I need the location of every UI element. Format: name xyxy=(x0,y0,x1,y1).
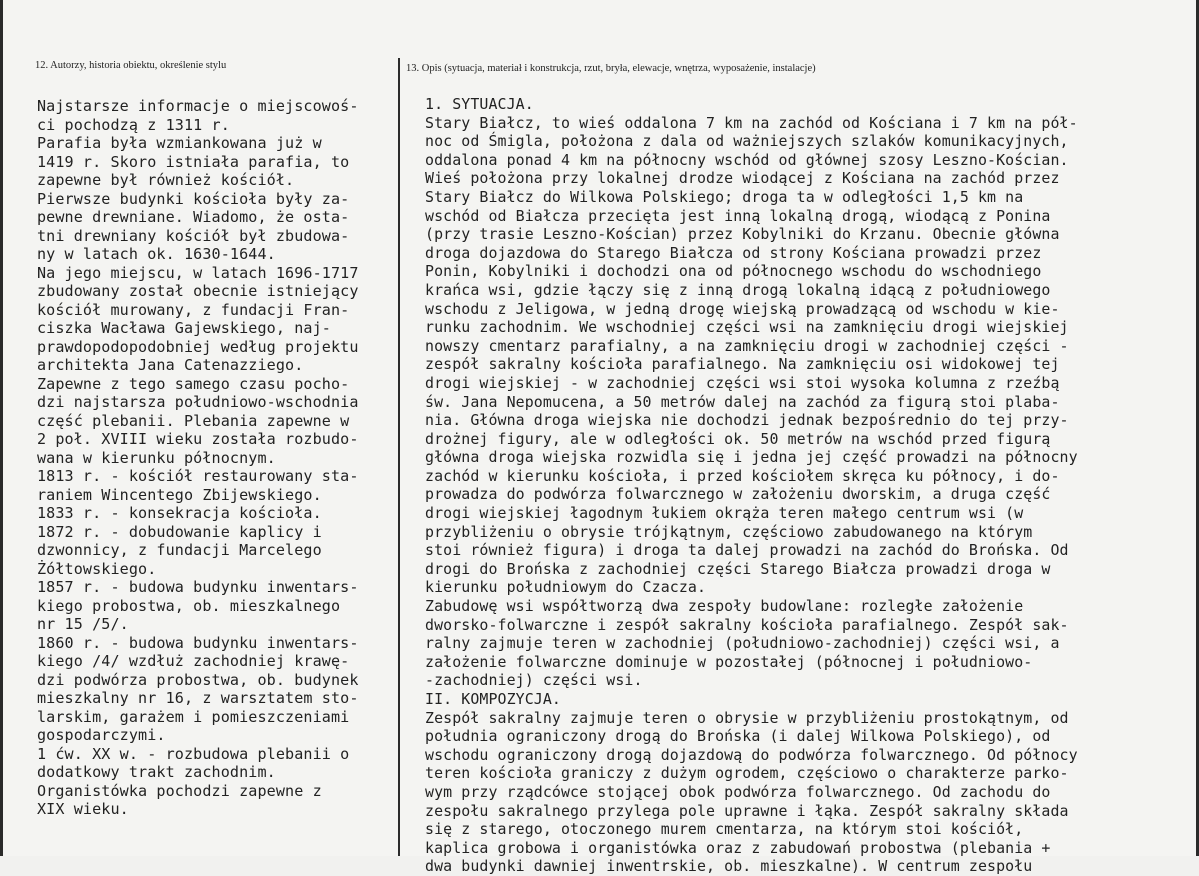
history-text-line: dzi najstarsza południowo-wschodnia xyxy=(37,393,359,411)
description-text-line: zachód w kierunku kościoła, i przed kościołem skręca ku północy, i do- xyxy=(425,466,1060,485)
description-text-line: krańca wsi, gdzie łączy się z inną drogą lokalną idącą z południowego xyxy=(425,280,1051,299)
history-text-line: larskim, garażem i pomieszczeniami xyxy=(37,707,350,726)
description-text-line: noc od Śmigla, położona z dala od ważniejszych szlaków komunikacyjnych, xyxy=(425,132,1069,151)
description-text-line: drogi wiejskiej łagodnym łukiem okrąża teren małego centrum wsi (w xyxy=(425,504,1024,523)
history-text-line: Pierwsze budynki kościoła były za- xyxy=(37,189,350,208)
description-text-line: II. KOMPOZYCJA. xyxy=(425,690,561,708)
history-text-line: nr 15 /5/. xyxy=(37,615,129,633)
description-text-line: Stary Białcz, to wieś oddalona 7 km na zachód od Kościana i 7 km na pół- xyxy=(425,113,1078,132)
description-text-line: prowadza do podwórza folwarcznego w założeniu dworskim, a druga część xyxy=(425,485,1051,504)
description-text-line: ralny zajmuje teren w zachodniej (południowo-zachodniej) części wsi, a xyxy=(425,634,1060,653)
history-text-line: 1419 r. Skoro istniała parafia, to xyxy=(37,152,350,171)
history-text-line: wana w kierunku północnym. xyxy=(37,448,276,467)
description-text-line: Ponin, Kobylniki i dochodzi ona od północnego wschodu do wschodniego xyxy=(425,262,1042,281)
description-text-line: -zachodniej) części wsi. xyxy=(425,671,643,690)
description-text-line: główna droga wiejska rozwidla się i jedna jej część prowadzi na północny xyxy=(425,448,1078,467)
description-text-line: zespołu sakralnego przylega pole uprawne i łąka. Zespół sakralny składa xyxy=(425,801,1069,820)
description-text-line: wschodu z Jeligowa, w jedną drogę wiejską prowadzącą od wschodu w kie- xyxy=(425,299,1060,318)
description-text-line: wschodu ograniczony drogą dojazdową do podwórza folwarcznego. Od północy xyxy=(425,745,1078,764)
description-text-line: wschód od Białcza przecięta jest inną lokalną drogą, wiodącą z Ponina xyxy=(425,206,1051,225)
description-text-line: (przy trasie Leszno-Kościan) przez Kobylniki do Krzanu. Obecnie główna xyxy=(425,225,1060,244)
history-text-line: architekta Jana Catenazziego. xyxy=(37,356,304,374)
description-text-line: drożnej figury, ale w odległości ok. 50 metrów na wschód przed figurą xyxy=(425,429,1051,448)
history-text-line: 1813 r. - kościół restaurowany sta- xyxy=(37,467,359,485)
description-text-line: przybliżeniu o obrysie trójkątnym, częściowo zabudowanego na którym xyxy=(425,522,1033,541)
history-text-line: 1 ćw. XX w. - rozbudowa plebanii o xyxy=(37,744,350,763)
history-text-line: 1872 r. - dobudowanie kaplicy i xyxy=(37,522,322,541)
description-text-line: Stary Białcz do Wilkowa Polskiego; droga ta w odległości 1,5 km na xyxy=(425,187,1024,206)
history-text-line: dzi podwórza probostwa, ob. budynek xyxy=(37,670,359,689)
description-text-line: stoi również figura) i droga ta dalej prowadzi na zachód do Brońska. Od xyxy=(425,541,1069,560)
history-text-line: raniem Wincentego Zbijewskiego. xyxy=(37,485,322,504)
history-text-line: Najstarsze informacje o miejscowoś- xyxy=(37,97,359,115)
history-text-line: dodatkowy trakt zachodnim. xyxy=(37,763,276,781)
description-text-line: wym przy rządcówce stojącej obok podwórza folwarcznego. Od zachodu do xyxy=(425,782,1051,801)
history-text-line: kiego /4/ wzdłuż zachodniej krawę- xyxy=(37,652,350,670)
history-text-line: część plebanii. Plebania zapewne w xyxy=(37,411,350,430)
history-text-line: mieszkalny nr 16, z warsztatem sto- xyxy=(37,689,359,707)
description-text-line: oddalona ponad 4 km na północny wschód od głównej szosy Leszno-Kościan. xyxy=(425,150,1069,169)
description-text-line: Zabudowę wsi współtworzą dwa zespoły budowlane: rozległe założenie xyxy=(425,597,1024,616)
history-text-line: pewne drewniane. Wiadomo, że osta- xyxy=(37,208,350,226)
history-text-line: 1857 r. - budowa budynku inwentars- xyxy=(37,578,359,596)
history-text-line: ci pochodzą z 1311 r. xyxy=(37,115,230,134)
history-text-line: gospodarczymi. xyxy=(37,726,166,744)
history-text-line: zapewne był również kościół. xyxy=(37,171,295,189)
description-text-line: kaplica grobowa i organistówka oraz z zabudowań probostwa (plebania + xyxy=(425,838,1051,857)
description-text-line: nia. Główna droga wiejska nie dochodzi jednak bezpośrednio do tej przy- xyxy=(425,411,1069,430)
description-text-line: nowszy cmentarz parafialny, a na zamknięciu drogi w zachodniej części - xyxy=(425,336,1069,355)
description-text-line: św. Jana Nepomucena, a 50 metrów dalej na zachód za figurą stoi plaba- xyxy=(425,392,1060,411)
history-text-line: zbudowany został obecnie istniejący xyxy=(37,282,359,300)
history-text-line: 1860 r. - budowa budynku inwentars- xyxy=(37,633,359,652)
description-text-line: Wieś położona przy lokalnej drodze wiodącej z Kościana na zachód przez xyxy=(425,169,1060,188)
description-text-line: runku zachodnim. We wschodniej części wsi na zamknięciu drogi wiejskiej xyxy=(425,318,1069,337)
description-text-line: południa ograniczony drogą do Brońska (i dalej Wilkowa Polskiego), od xyxy=(425,727,1051,746)
description-text-line: droga dojazdowa do Starego Białcza od strony Kościana prowadzi przez xyxy=(425,243,1042,262)
history-text-line: prawdopodopodobniej według projektu xyxy=(37,337,359,356)
description-text-line: teren kościoła graniczy z dużym ogrodem, częściowo o charakterze parko- xyxy=(425,764,1069,783)
history-text-line: kościół murowany, z fundacji Fran- xyxy=(37,300,350,319)
history-text-line: Na jego miejscu, w latach 1696-1717 xyxy=(37,263,359,282)
description-text-line: się z starego, otoczonego murem cmentarza, na którym stoi kościół, xyxy=(425,820,1024,839)
page-left-edge xyxy=(0,0,3,856)
history-text-line: Organistówka pochodzi zapewne z xyxy=(37,781,322,800)
description-text-line: kierunku południowym do Czacza. xyxy=(425,578,707,597)
history-text-line: 1833 r. - konsekracja kościoła. xyxy=(37,504,322,522)
history-text-column xyxy=(37,97,397,819)
history-text-line: kiego probostwa, ob. mieszkalnego xyxy=(37,596,341,615)
history-text-line: 2 poł. XVIII wieku została rozbudo- xyxy=(37,430,359,448)
history-text-line: Zapewne z tego samego czasu pocho- xyxy=(37,374,350,393)
description-text-line: 1. SYTUACJA. xyxy=(425,95,534,113)
description-text-line: dwa budynki dawniej inwentrskie, ob. mieszkalne). W centrum zespołu xyxy=(425,857,1033,876)
description-text-line: zespół sakralny kościoła parafialnego. Na zamknięciu osi widokowej tej xyxy=(425,355,1060,374)
description-text-line: drogi do Brońska z zachodniej części Starego Białcza prowadzi droga w xyxy=(425,559,1051,578)
history-text-line: ciszka Wacława Gajewskiego, naj- xyxy=(37,319,331,337)
section-12-header: 12. Autorzy, historia obiektu, określenie stylu xyxy=(35,60,227,71)
description-text-column xyxy=(425,95,1195,876)
description-text-line: dworsko-folwarczne i zespół sakralny kościoła parafialnego. Zespół sak- xyxy=(425,615,1069,634)
section-13-header: 13. Opis (sytuacja, materiał i konstrukcja, rzut, bryła, elewacje, wnętrza, wyposażenie, instalacje) xyxy=(406,63,816,74)
column-divider xyxy=(398,58,400,856)
description-text-line: Zespół sakralny zajmuje teren o obrysie w przybliżeniu prostokątnym, od xyxy=(425,708,1069,727)
description-text-line: założenie folwarczne dominuje w pozostałej (północnej i południowo- xyxy=(425,652,1033,671)
description-text-line: drogi wiejskiej - w zachodniej części wsi stoi wysoka kolumna z rzeźbą xyxy=(425,373,1060,392)
history-text-line: tni drewniany kościół był zbudowa- xyxy=(37,226,350,245)
history-text-line: XIX wieku. xyxy=(37,800,129,818)
history-text-line: ny w latach ok. 1630-1644. xyxy=(37,245,276,263)
history-text-line: Parafia była wzmiankowana już w xyxy=(37,134,322,152)
history-text-line: Żółtowskiego. xyxy=(37,559,157,578)
history-text-line: dzwonnicy, z fundacji Marcelego xyxy=(37,541,322,559)
